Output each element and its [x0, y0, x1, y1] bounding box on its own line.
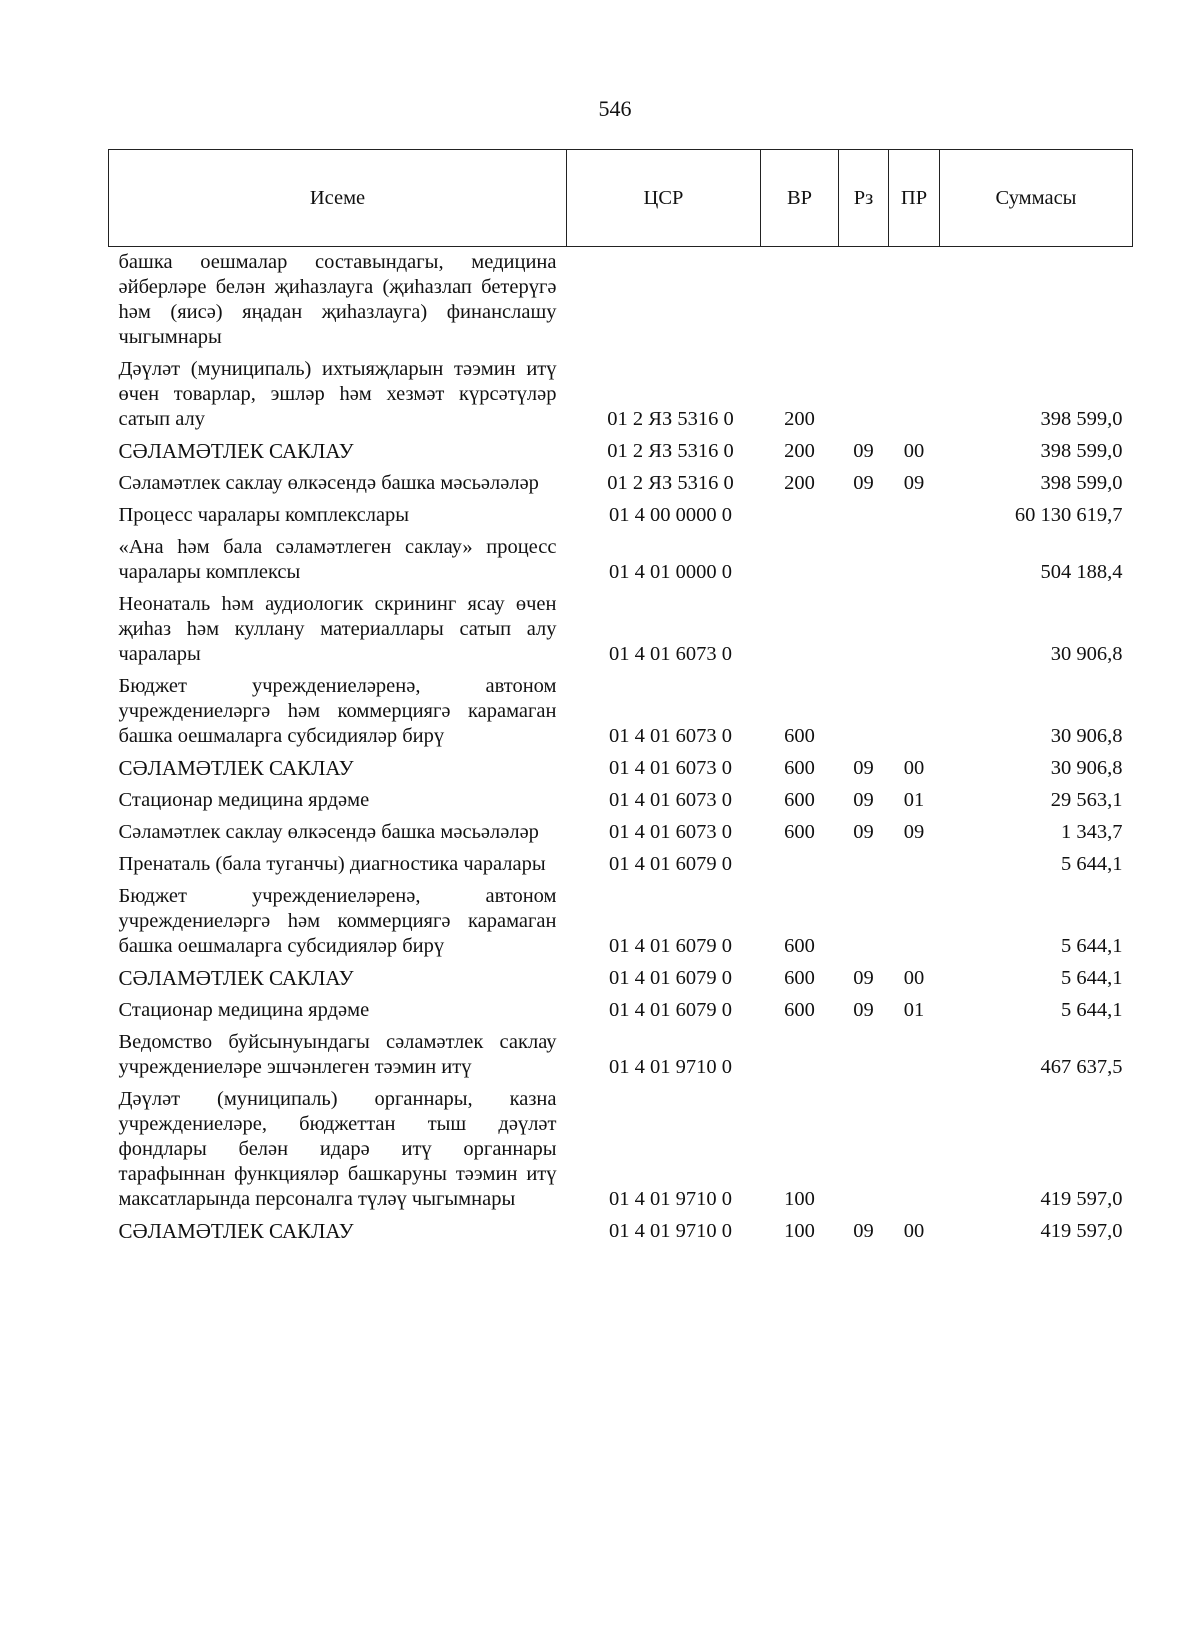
- cell-name: Сәламәтлек саклау өлкәсендә башка мәсьәләләр: [118, 472, 539, 494]
- table-row: [109, 1216, 1133, 1248]
- header-sum: Суммасы: [940, 150, 1133, 247]
- table-row: [109, 532, 1133, 589]
- cell-csr: 01 4 01 6079 0: [609, 999, 732, 1021]
- table-row: [109, 436, 1133, 468]
- header-name: Исеме: [109, 150, 567, 247]
- table-row: [109, 753, 1133, 785]
- cell-csr: 01 4 01 6073 0: [609, 725, 732, 747]
- cell-vr: 600: [784, 935, 815, 957]
- cell-rz: 09: [853, 821, 874, 843]
- cell-csr: 01 4 01 6073 0: [609, 821, 732, 843]
- table-row: [109, 963, 1133, 995]
- cell-csr: 01 4 00 0000 0: [609, 504, 732, 526]
- cell-pr: [889, 849, 940, 881]
- cell-csr: 01 2 ЯЗ 5316 0: [607, 408, 734, 430]
- cell-sum: 30 906,8: [1050, 725, 1123, 747]
- cell-csr: 01 4 01 6079 0: [609, 853, 732, 875]
- table-body: [109, 247, 1133, 1249]
- cell-name: Бюджет учреждениеләренә, автоном учреждениеләргә һәм коммерциягә карамаган башка оешмаларга субсидияләр бирү: [118, 885, 557, 957]
- cell-pr: [889, 881, 940, 963]
- header-rz: Рз: [839, 150, 889, 247]
- cell-vr: 600: [784, 821, 815, 843]
- cell-vr: [761, 500, 839, 532]
- cell-name: Пренаталь (бала туганчы) диагностика чаралары: [118, 853, 546, 875]
- cell-pr: [889, 1084, 940, 1216]
- cell-name: башка оешмалар составындагы, медицина әйберләре белән җиһазлауга (җиһазлап бетерүгә һәм (яисә) яңадан җиһазлауга) финанслашу чыгымнары: [118, 251, 557, 348]
- cell-name: Стационар медицина ярдәме: [118, 999, 370, 1021]
- cell-vr: 100: [784, 1188, 815, 1210]
- table-header: [109, 150, 1133, 247]
- header-csr: ЦСР: [567, 150, 761, 247]
- cell-rz: [839, 247, 889, 355]
- cell-sum: 1 343,7: [1061, 821, 1123, 843]
- cell-rz: [839, 354, 889, 436]
- header-pr: ПР: [889, 150, 940, 247]
- cell-vr: 200: [784, 472, 815, 494]
- page-number: 546: [598, 96, 632, 121]
- cell-name: Стационар медицина ярдәме: [118, 789, 370, 811]
- budget-table: [108, 149, 1133, 1248]
- cell-vr: [761, 589, 839, 671]
- cell-name: Процесс чаралары комплекслары: [118, 504, 410, 526]
- table-row: [109, 589, 1133, 671]
- table-row: [109, 671, 1133, 753]
- cell-rz: [839, 500, 889, 532]
- cell-sum: 30 906,8: [1050, 643, 1123, 665]
- cell-name: СӘЛАМӘТЛЕК САКЛАУ: [118, 439, 354, 463]
- cell-vr: [761, 849, 839, 881]
- cell-name: СӘЛАМӘТЛЕК САКЛАУ: [118, 966, 354, 990]
- cell-csr: 01 2 ЯЗ 5316 0: [607, 472, 734, 494]
- cell-vr: 600: [784, 999, 815, 1021]
- cell-csr: 01 4 01 9710 0: [609, 1188, 732, 1210]
- cell-csr: 01 4 01 6079 0: [609, 935, 732, 957]
- budget-table-container: [108, 149, 1132, 1248]
- cell-vr: 200: [784, 440, 815, 462]
- cell-name: СӘЛАМӘТЛЕК САКЛАУ: [118, 1219, 354, 1243]
- cell-csr: 01 4 01 9710 0: [609, 1220, 732, 1242]
- cell-rz: 09: [853, 967, 874, 989]
- cell-sum: 5 644,1: [1061, 999, 1123, 1021]
- cell-sum: 30 906,8: [1050, 757, 1123, 779]
- cell-sum: 467 637,5: [1040, 1056, 1123, 1078]
- cell-csr: [567, 247, 761, 355]
- table-row: [109, 247, 1133, 355]
- cell-sum: 60 130 619,7: [1014, 504, 1123, 526]
- cell-rz: 09: [853, 757, 874, 779]
- cell-csr: 01 4 01 6079 0: [609, 967, 732, 989]
- cell-csr: 01 4 01 6073 0: [609, 643, 732, 665]
- cell-pr: 01: [903, 999, 925, 1021]
- table-row: [109, 468, 1133, 500]
- table-row: [109, 817, 1133, 849]
- cell-vr: 600: [784, 725, 815, 747]
- cell-pr: [889, 354, 940, 436]
- cell-rz: [839, 532, 889, 589]
- cell-rz: [839, 849, 889, 881]
- cell-pr: [889, 500, 940, 532]
- cell-name: Неонаталь һәм аудиологик скрининг ясау өчен җиһаз һәм куллану материаллары сатып алу чаралары: [118, 593, 557, 665]
- cell-csr: 01 4 01 6073 0: [609, 789, 732, 811]
- table-row: [109, 785, 1133, 817]
- cell-pr: 00: [903, 440, 925, 462]
- cell-pr: 00: [903, 967, 925, 989]
- cell-name: СӘЛАМӘТЛЕК САКЛАУ: [118, 756, 354, 780]
- table-row: [109, 1027, 1133, 1084]
- cell-sum: 419 597,0: [1040, 1220, 1123, 1242]
- cell-rz: 09: [853, 999, 874, 1021]
- cell-rz: 09: [853, 440, 874, 462]
- cell-sum: 398 599,0: [1040, 440, 1123, 462]
- cell-vr: [761, 532, 839, 589]
- cell-sum: 5 644,1: [1061, 853, 1123, 875]
- cell-name: Бюджет учреждениеләренә, автоном учреждениеләргә һәм коммерциягә карамаган башка оешмаларга субсидияләр бирү: [118, 675, 557, 747]
- cell-rz: [839, 1027, 889, 1084]
- cell-vr: 600: [784, 757, 815, 779]
- cell-sum: 29 563,1: [1050, 789, 1123, 811]
- cell-name: Сәламәтлек саклау өлкәсендә башка мәсьәләләр: [118, 821, 539, 843]
- cell-pr: 09: [903, 472, 925, 494]
- cell-name: «Ана һәм бала сәламәтлеген саклау» процесс чаралары комплексы: [118, 536, 557, 583]
- cell-vr: [761, 1027, 839, 1084]
- cell-sum: 504 188,4: [1040, 561, 1123, 583]
- cell-sum: [940, 247, 1133, 355]
- cell-csr: 01 4 01 0000 0: [609, 561, 732, 583]
- cell-rz: [839, 1084, 889, 1216]
- table-row: [109, 1084, 1133, 1216]
- table-row: [109, 354, 1133, 436]
- cell-sum: 5 644,1: [1061, 935, 1123, 957]
- cell-vr: 600: [784, 967, 815, 989]
- cell-rz: 09: [853, 1220, 874, 1242]
- table-row: [109, 500, 1133, 532]
- cell-sum: 419 597,0: [1040, 1188, 1123, 1210]
- cell-rz: [839, 881, 889, 963]
- cell-rz: [839, 671, 889, 753]
- table-row: [109, 881, 1133, 963]
- cell-rz: 09: [853, 789, 874, 811]
- cell-vr: 600: [784, 789, 815, 811]
- cell-csr: 01 4 01 6073 0: [609, 757, 732, 779]
- cell-vr: 200: [784, 408, 815, 430]
- cell-csr: 01 4 01 9710 0: [609, 1056, 732, 1078]
- cell-name: Ведомство буйсынуындагы сәламәтлек саклау учреждениеләре эшчәнлеген тәэмин итү: [118, 1031, 557, 1078]
- cell-pr: 00: [903, 757, 925, 779]
- cell-name: Дәүләт (муниципаль) органнары, казна учреждениеләре, бюджеттан тыш дәүләт фондлары белән идарә итү органнары тарафыннан функцияләр башкаруны тәэмин итү максатларында персоналга түләү чыгымнары: [118, 1088, 557, 1210]
- cell-pr: [889, 671, 940, 753]
- cell-sum: 398 599,0: [1040, 408, 1123, 430]
- cell-vr: [761, 247, 839, 355]
- header-vr: ВР: [761, 150, 839, 247]
- cell-pr: 01: [903, 789, 925, 811]
- cell-pr: [889, 1027, 940, 1084]
- cell-pr: [889, 589, 940, 671]
- cell-sum: 5 644,1: [1061, 967, 1123, 989]
- cell-vr: 100: [784, 1220, 815, 1242]
- cell-name: Дәүләт (муниципаль) ихтыяҗларын тәэмин итү өчен товарлар, эшләр һәм хезмәт күрсәтүләр сатып алу: [118, 358, 557, 430]
- cell-rz: [839, 589, 889, 671]
- table-row: [109, 849, 1133, 881]
- cell-pr: [889, 247, 940, 355]
- cell-rz: 09: [853, 472, 874, 494]
- cell-pr: 00: [903, 1220, 925, 1242]
- cell-pr: [889, 532, 940, 589]
- cell-sum: 398 599,0: [1040, 472, 1123, 494]
- table-row: [109, 995, 1133, 1027]
- cell-pr: 09: [903, 821, 925, 843]
- cell-csr: 01 2 ЯЗ 5316 0: [607, 440, 734, 462]
